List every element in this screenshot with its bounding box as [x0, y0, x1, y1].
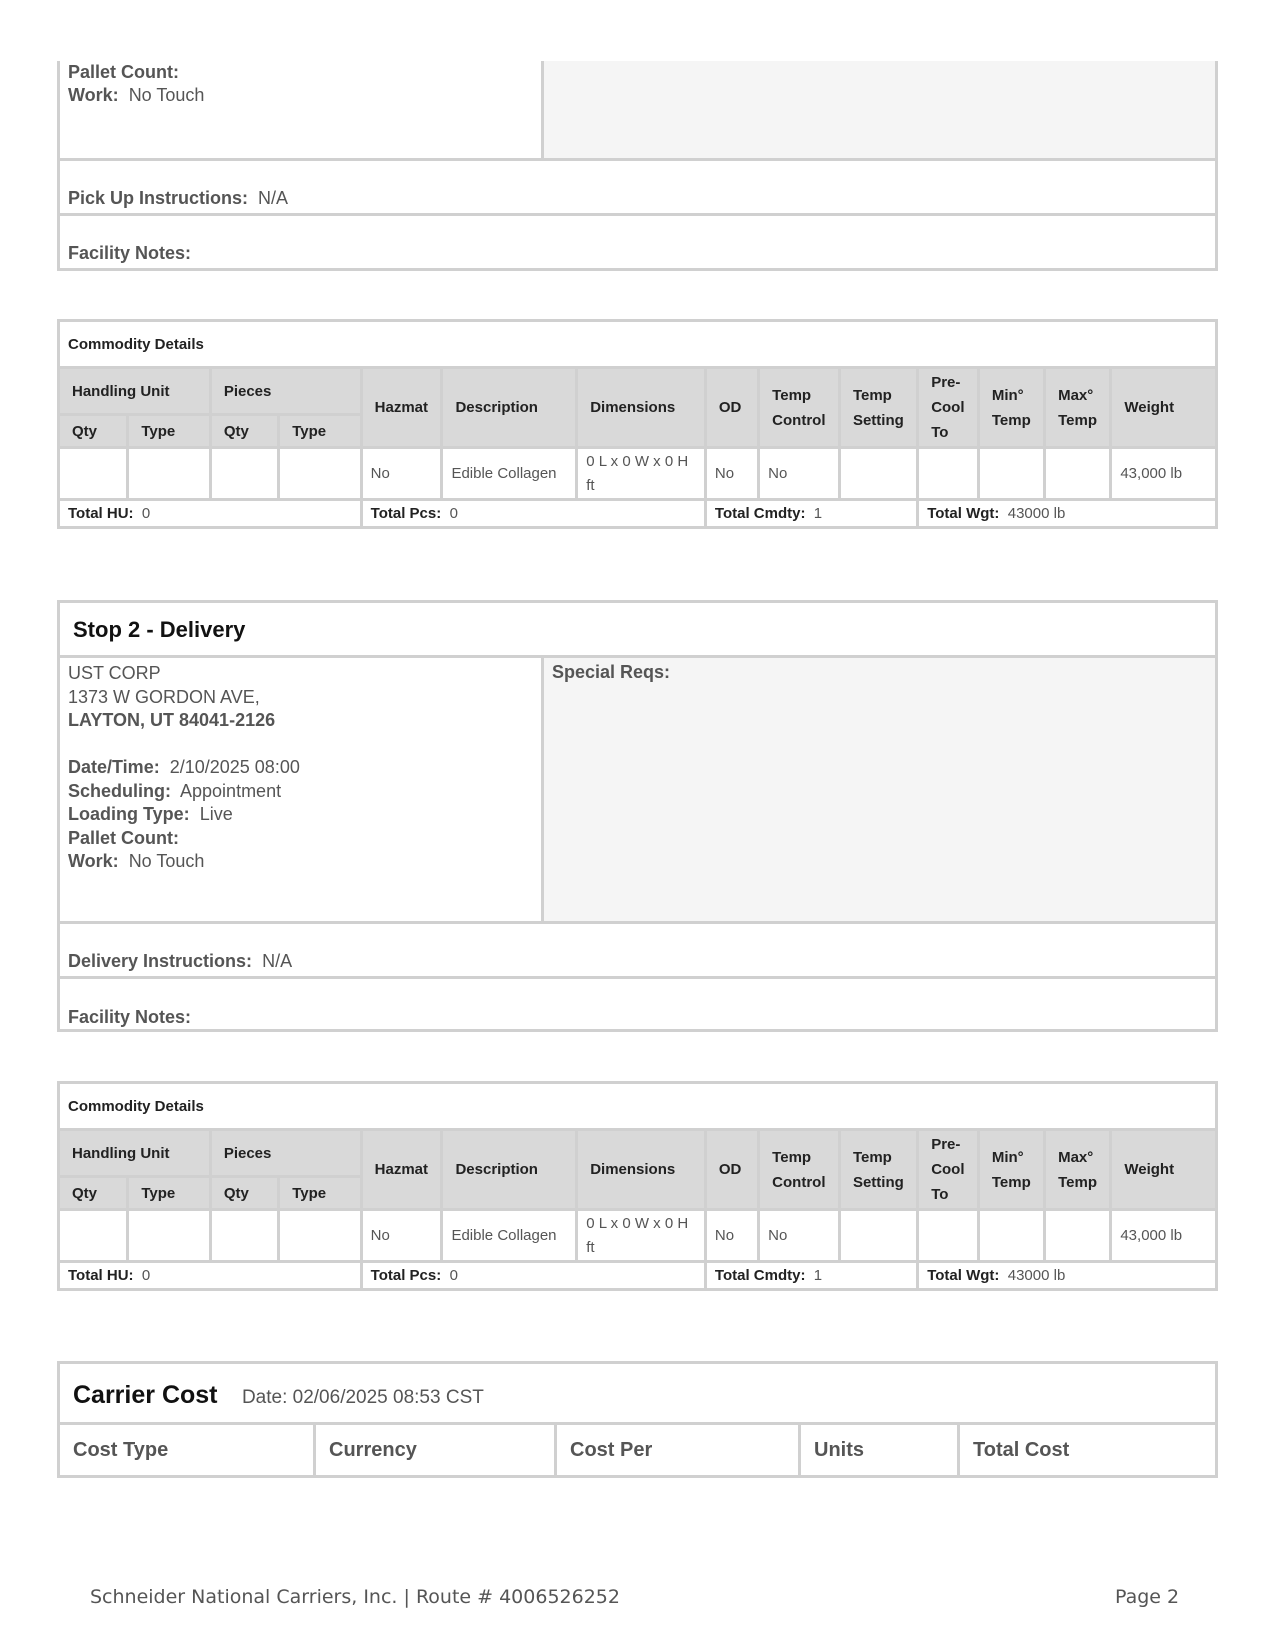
units-column-header: Units: [801, 1425, 960, 1478]
stop2-details: [60, 658, 541, 921]
hazmat-cell: No: [361, 448, 442, 500]
scheduling-label: Scheduling:: [68, 780, 171, 801]
hu-qty-header: Qty: [59, 415, 128, 448]
facility-notes-row: [60, 976, 1215, 1032]
datetime-label: Date/Time:: [68, 757, 160, 777]
od-cell: No: [705, 1210, 758, 1262]
total-wgt-value: 43000 lb: [1007, 1267, 1066, 1284]
hu-type-cell: [128, 448, 210, 500]
min-temp-header: Min° Temp: [978, 368, 1044, 448]
pc-type-header: Type: [279, 1177, 361, 1210]
commodity-details-title: Commodity Details: [59, 321, 1217, 368]
stop1-special-reqs-panel: [541, 61, 1215, 158]
total-cmdty-label: Total Cmdty:: [714, 1267, 806, 1284]
carrier-cost-block: [57, 1361, 1218, 1478]
cost-per-column-header: Cost Per: [557, 1425, 801, 1478]
description-header: Description: [442, 1130, 577, 1210]
company-name: UST CORP: [68, 663, 161, 683]
pieces-header: Pieces: [210, 1130, 361, 1177]
hu-type-header: Type: [128, 415, 210, 448]
hazmat-header: Hazmat: [361, 368, 442, 448]
temp-setting-header: Temp Setting: [839, 368, 917, 448]
total-wgt-label: Total Wgt:: [927, 1267, 1000, 1284]
datetime-value: 2/10/2025 08:00: [169, 757, 300, 777]
delivery-instructions-value: N/A: [262, 951, 293, 971]
handling-unit-header: Handling Unit: [59, 368, 211, 415]
pc-type-header: Type: [279, 415, 361, 448]
carrier-cost-date: Date: 02/06/2025 08:53 CST: [241, 1387, 484, 1408]
table-row: [59, 448, 1217, 500]
stop2-title: Stop 2 - Delivery: [60, 603, 1215, 658]
temp-control-cell: No: [759, 448, 840, 500]
pre-cool-to-header: Pre-Cool To: [918, 368, 979, 448]
hu-qty-header: Qty: [59, 1177, 128, 1210]
hu-qty-cell: [59, 448, 128, 500]
facility-notes-label: Facility Notes:: [68, 243, 192, 263]
temp-control-header: Temp Control: [759, 368, 840, 448]
loading-type-value: Live: [199, 804, 233, 824]
total-hu-value: 0: [141, 505, 151, 522]
city-state-zip: LAYTON, UT 84041-2126: [68, 710, 276, 730]
stop1-details: [60, 61, 541, 158]
temp-setting-cell: [839, 1210, 917, 1262]
total-cmdty-value: 1: [813, 505, 823, 522]
handling-unit-header: Handling Unit: [59, 1130, 211, 1177]
table-row: [59, 1210, 1217, 1262]
commodity-details-title: Commodity Details: [59, 1083, 1217, 1130]
od-header: OD: [705, 368, 758, 448]
totals-row: [59, 1262, 1217, 1290]
street-address: 1373 W GORDON AVE,: [68, 686, 260, 707]
dimensions-header: Dimensions: [577, 1130, 706, 1210]
stop2-delivery-block: [57, 600, 1218, 1032]
total-pcs-label: Total Pcs:: [370, 1267, 442, 1284]
total-pcs-value: 0: [449, 1267, 458, 1284]
weight-header: Weight: [1111, 1130, 1217, 1210]
special-reqs-label: Special Reqs:: [552, 662, 671, 682]
pallet-count-label: Pallet Count:: [68, 62, 179, 82]
total-pcs-value: 0: [449, 505, 458, 522]
facility-notes-label: Facility Notes:: [68, 1007, 192, 1027]
max-temp-header: Max° Temp: [1045, 1130, 1111, 1210]
pc-qty-cell: [210, 448, 278, 500]
od-cell: No: [705, 448, 758, 500]
pc-qty-cell: [210, 1210, 278, 1262]
carrier-cost-columns: [60, 1425, 1215, 1478]
description-cell: Edible Collagen: [442, 448, 577, 500]
carrier-cost-header: [60, 1364, 1215, 1425]
description-header: Description: [442, 368, 577, 448]
max-temp-cell: [1045, 1210, 1111, 1262]
total-hu-label: Total HU:: [68, 505, 134, 522]
pre-cool-to-cell: [918, 448, 979, 500]
pickup-instructions-label: Pick Up Instructions:: [68, 188, 249, 208]
max-temp-cell: [1045, 448, 1111, 500]
loading-type-label: Loading Type:: [68, 804, 190, 824]
pickup-instructions-value: N/A: [258, 188, 289, 208]
pc-qty-header: Qty: [210, 415, 278, 448]
hazmat-header: Hazmat: [361, 1130, 442, 1210]
hu-qty-cell: [59, 1210, 128, 1262]
footer-route-info: Schneider National Carriers, Inc. | Route # 4006526252: [90, 1586, 620, 1608]
work-label: Work:: [68, 85, 119, 105]
footer-page-number: Page 2: [1115, 1586, 1180, 1608]
pc-qty-header: Qty: [210, 1177, 278, 1210]
temp-control-header: Temp Control: [759, 1130, 840, 1210]
delivery-instructions-label: Delivery Instructions:: [68, 951, 253, 971]
work-value: No Touch: [128, 851, 205, 871]
commodity-details-table: [57, 319, 1218, 529]
delivery-instructions-row: [60, 921, 1215, 976]
pre-cool-to-header: Pre-Cool To: [918, 1130, 979, 1210]
dimensions-cell: 0 L x 0 W x 0 H ft: [577, 1210, 706, 1262]
temp-control-cell: No: [759, 1210, 840, 1262]
commodity-details-table: [57, 1081, 1218, 1291]
description-cell: Edible Collagen: [442, 1210, 577, 1262]
currency-column-header: Currency: [316, 1425, 557, 1478]
weight-cell: 43,000 lb: [1111, 448, 1217, 500]
weight-cell: 43,000 lb: [1111, 1210, 1217, 1262]
carrier-cost-title: Carrier Cost: [73, 1381, 218, 1409]
dimensions-cell: 0 L x 0 W x 0 H ft: [577, 448, 706, 500]
pallet-count-label: Pallet Count:: [68, 827, 179, 848]
pieces-header: Pieces: [210, 368, 361, 415]
temp-setting-header: Temp Setting: [839, 1130, 917, 1210]
total-cmdty-label: Total Cmdty:: [714, 505, 806, 522]
total-wgt-label: Total Wgt:: [927, 505, 1000, 522]
od-header: OD: [705, 1130, 758, 1210]
totals-row: [59, 500, 1217, 528]
total-hu-label: Total HU:: [68, 1267, 134, 1284]
pre-cool-to-cell: [918, 1210, 979, 1262]
pc-type-cell: [279, 448, 361, 500]
hu-type-header: Type: [128, 1177, 210, 1210]
facility-notes-row: [60, 213, 1215, 268]
total-wgt-value: 43000 lb: [1007, 505, 1066, 522]
min-temp-header: Min° Temp: [978, 1130, 1044, 1210]
total-hu-value: 0: [141, 1267, 151, 1284]
pc-type-cell: [279, 1210, 361, 1262]
work-value: No Touch: [128, 85, 205, 105]
work-label: Work:: [68, 851, 119, 871]
hu-type-cell: [128, 1210, 210, 1262]
total-pcs-label: Total Pcs:: [370, 505, 442, 522]
pickup-instructions-row: [60, 158, 1215, 213]
scheduling-value: Appointment: [180, 780, 282, 801]
stop1-continued-block: [57, 61, 1218, 271]
max-temp-header: Max° Temp: [1045, 368, 1111, 448]
cost-type-column-header: Cost Type: [60, 1425, 316, 1478]
hazmat-cell: No: [361, 1210, 442, 1262]
min-temp-cell: [978, 448, 1044, 500]
dimensions-header: Dimensions: [577, 368, 706, 448]
total-cmdty-value: 1: [813, 1267, 823, 1284]
weight-header: Weight: [1111, 368, 1217, 448]
min-temp-cell: [978, 1210, 1044, 1262]
temp-setting-cell: [839, 448, 917, 500]
special-reqs-panel: [541, 658, 1215, 921]
total-cost-column-header: Total Cost: [973, 1439, 1070, 1461]
